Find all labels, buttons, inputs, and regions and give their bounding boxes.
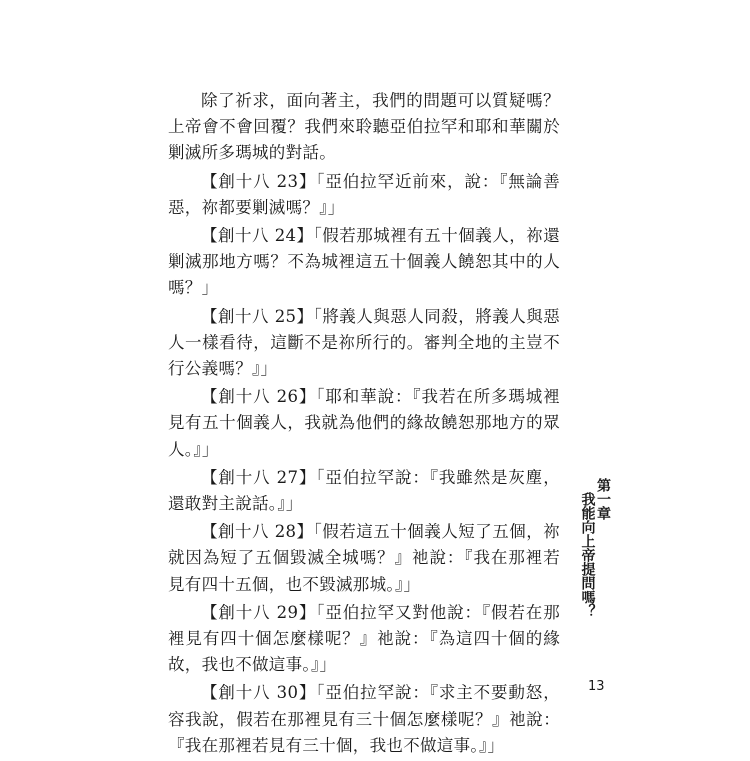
chapter-number: 第一章 [595, 478, 611, 520]
verse-27: 【創十八 27】「亞伯拉罕說：『我雖然是灰塵，還敢對主說話。』」 [168, 467, 560, 514]
verse-23: 【創十八 23】「亞伯拉罕近前來，說：『無論善惡，祢都要剿滅嗎？』」 [168, 171, 560, 217]
verse-26: 【創十八 26】「耶和華說：『我若在所多瑪城裡見有五十個義人，我就為他們的緣故饒恕那地方的眾人。』」 [168, 387, 560, 459]
verse-30: 【創十八 30】「亞伯拉罕說：『求主不要動怒，容我說，假若在那裡見有三十個怎麼樣呢？』祂說：『我在那裡若見有三十個，我也不做這事。』」 [168, 683, 560, 755]
paragraph-intro: 除了祈求，面向著主，我們的問題可以質疑嗎？上帝會不會回覆？我們來聆聽亞伯拉罕和耶和華關於剿滅所多瑪城的對話。 [168, 91, 560, 163]
verse-25: 【創十八 25】「將義人與惡人同殺，將義人與惡人一樣看待，這斷不是祢所行的。審判全地的主豈不行公義嗎？』」 [168, 306, 560, 379]
chapter-side-label [579, 478, 611, 618]
page-number: 13 [588, 679, 605, 694]
body-text [168, 88, 560, 761]
verse-24: 【創十八 24】「假若那城裡有五十個義人，祢還剿滅那地方嗎？不為城裡這五十個義人饒恕其中的人嗎？」 [168, 226, 560, 298]
verse-29: 【創十八 29】「亞伯拉罕又對他說：『假若在那裡見有四十個怎麼樣呢？』祂說：『為這四十個的緣故，我也不做這事。』」 [168, 602, 560, 675]
verse-28: 【創十八 28】「假若這五十個義人短了五個，祢就因為短了五個毀滅全城嗎？』祂說：『我在那裡若見有四十五個，也不毀滅那城。』」 [168, 522, 560, 594]
chapter-title: 我能向上帝提問嗎？ [579, 492, 596, 618]
